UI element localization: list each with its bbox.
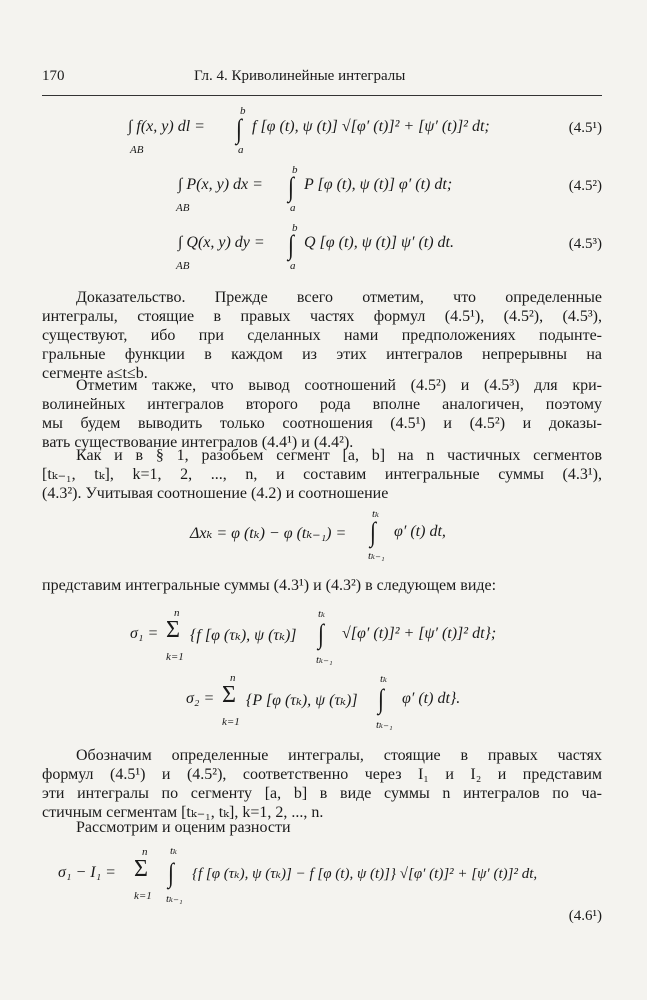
upper-limit: tₖ	[170, 845, 178, 857]
equation-number: (4.5³)	[568, 236, 602, 252]
formula-lhs: ∫ f(x, y) dl =	[128, 118, 205, 135]
text-line: Как и в § 1, разобьем сегмент [a, b] на n частичных сегментов	[76, 447, 602, 464]
formula-sigma-1	[42, 605, 602, 675]
sum-upper: n	[230, 672, 236, 684]
formula-lhs: ∫ Q(x, y) dy =	[178, 234, 265, 251]
formula-mid: {P [φ (τₖ), ψ (τₖ)]	[246, 692, 358, 709]
upper-limit: tₖ	[372, 508, 380, 520]
integral-sign: ∫	[236, 112, 243, 144]
lower-limit: tₖ₋₁	[316, 654, 333, 666]
text-line: [tₖ₋₁, tₖ], k=1, 2, ..., n, и составим интегральные суммы (4.3¹),	[42, 466, 602, 483]
formula-rhs: {f [φ (τₖ), ψ (τₖ)] − f [φ (t), ψ (t)]} √[φ′ (t)]² + [ψ′ (t)]² dt,	[192, 866, 538, 882]
text-line: мы будем выводить только соотношения (4.5¹) и (4.5²) и доказы-	[42, 415, 602, 432]
text-line: существуют, ибо при сделанных нами предположениях подынте-	[42, 327, 602, 344]
formula-4-6-1	[42, 842, 602, 932]
text-line: (4.3²). Учитывая соотношение (4.2) и соотношение	[42, 485, 389, 502]
page-number: 170	[42, 68, 65, 84]
paragraph-represent	[42, 576, 602, 595]
text-line: волинейных интегралов второго рода вполне аналогичен, поэтому	[42, 396, 602, 413]
lhs-lower-limit: AB	[130, 144, 144, 156]
formula-rhs: √[φ′ (t)]² + [ψ′ (t)]² dt};	[342, 625, 497, 642]
sum-upper: n	[174, 607, 180, 619]
equation-number: (4.5²)	[568, 178, 602, 194]
sum-lower: k=1	[134, 890, 152, 902]
formula-rhs: P [φ (t), ψ (t)] φ′ (t) dt;	[304, 176, 453, 193]
formula-lhs: σ₂ =	[186, 690, 215, 707]
formula-rhs: Q [φ (t), ψ (t)] ψ′ (t) dt.	[304, 234, 454, 251]
upper-limit: b	[292, 164, 298, 176]
header-rule	[42, 95, 602, 96]
text-line: интегралы, стоящие в правых частях формул (4.5¹), (4.5²), (4.5³),	[42, 308, 602, 325]
formula-mid: {f [φ (τₖ), ψ (τₖ)]	[190, 627, 297, 644]
formula-lhs: ∫ P(x, y) dx =	[178, 176, 263, 193]
sum-sign: Σ	[134, 856, 148, 882]
text-line: представим интегральные суммы (4.3¹) и (4.3²) в следующем виде:	[42, 577, 497, 594]
text-line: Отметим также, что вывод соотношений (4.5²) и (4.5³) для кри-	[76, 377, 602, 394]
formula-rhs: f [φ (t), ψ (t)] √[φ′ (t)]² + [ψ′ (t)]² dt;	[252, 118, 490, 135]
equation-number: (4.6¹)	[568, 908, 602, 924]
integral-sign: ∫	[378, 682, 385, 714]
paragraph-partition	[42, 446, 602, 503]
integral-sign: ∫	[370, 515, 377, 547]
formula-sigma-2	[42, 670, 602, 740]
text-line: сегменте a≤t≤b.	[42, 365, 148, 382]
text-line: вать существование интегралов (4.4¹) и (4.4²).	[42, 434, 354, 451]
integral-sign: ∫	[288, 228, 295, 260]
sum-lower: k=1	[222, 716, 240, 728]
formula-4-5-1	[42, 105, 602, 163]
lower-limit: a	[290, 260, 296, 272]
sum-upper: n	[142, 846, 148, 858]
integral-sign: ∫	[318, 617, 325, 649]
paragraph-proof	[42, 288, 602, 383]
lower-limit: tₖ₋₁	[368, 550, 385, 562]
formula-rhs: φ′ (t) dt}.	[402, 690, 461, 707]
formula-rhs: φ′ (t) dt,	[394, 523, 446, 540]
text-line: стичным сегментам [tₖ₋₁, tₖ], k=1, 2, ..., n.	[42, 804, 324, 821]
upper-limit: b	[240, 105, 246, 117]
formula-lhs: σ₁ − I₁ =	[58, 864, 116, 881]
formula-lhs: σ₁ =	[130, 625, 159, 642]
formula-delta-x	[42, 505, 602, 565]
lhs-lower-limit: AB	[176, 260, 190, 272]
formula-lhs: Δxₖ = φ (tₖ) − φ (tₖ₋₁) =	[190, 525, 347, 542]
text-line: Доказательство. Прежде всего отметим, что определенные	[76, 289, 602, 306]
paragraph-consider	[42, 818, 602, 837]
lower-limit: tₖ₋₁	[166, 893, 183, 905]
integral-sign: ∫	[288, 170, 295, 202]
text-line: формул (4.5¹) и (4.5²), соответственно через I₁ и I₂ и представим	[42, 766, 602, 783]
lhs-lower-limit: AB	[176, 202, 190, 214]
integral-sign: ∫	[168, 856, 175, 888]
page-header	[42, 68, 602, 90]
upper-limit: tₖ	[318, 608, 326, 620]
sum-lower: k=1	[166, 651, 184, 663]
sum-sign: Σ	[222, 682, 236, 708]
paragraph-note	[42, 376, 602, 452]
running-title: Гл. 4. Криволинейные интегралы	[194, 68, 406, 84]
upper-limit: tₖ	[380, 673, 388, 685]
formula-4-5-2	[42, 164, 602, 219]
paragraph-denote	[42, 746, 602, 822]
formula-4-5-3	[42, 222, 602, 277]
upper-limit: b	[292, 222, 298, 234]
text-line: Обозначим определенные интегралы, стоящие в правых частях	[76, 747, 602, 764]
equation-number: (4.5¹)	[568, 120, 602, 136]
text-line: эти интегралы по сегменту [a, b] в виде суммы n интегралов по ча-	[42, 785, 602, 802]
text-line: гральные функции в каждом из этих интегралов непрерывны на	[42, 346, 602, 363]
lower-limit: tₖ₋₁	[376, 719, 393, 731]
lower-limit: a	[238, 144, 244, 156]
text-line: Рассмотрим и оценим разности	[76, 819, 291, 836]
lower-limit: a	[290, 202, 296, 214]
sum-sign: Σ	[166, 617, 180, 643]
